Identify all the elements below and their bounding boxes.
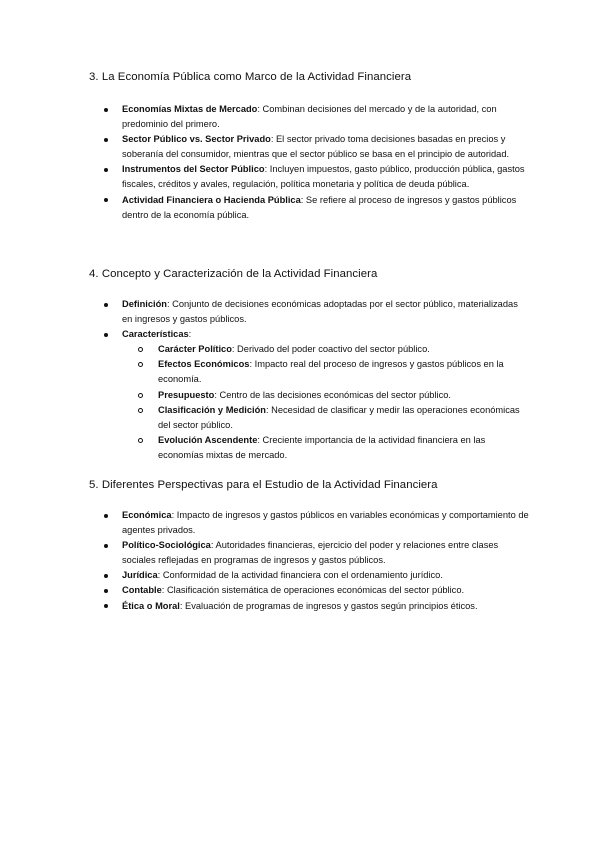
list-item: [89, 583, 529, 598]
list-item: [89, 508, 529, 538]
section-title: 5. Diferentes Perspectivas para el Estudio de la Actividad Financiera: [89, 479, 438, 491]
list-item: [89, 538, 529, 568]
item-text: : Autoridades financieras, ejercicio del poder y relaciones entre clases sociales reflejadas en programas de ingresos y gastos públicos.: [122, 540, 499, 566]
item-term: Instrumentos del Sector Público: [122, 164, 265, 175]
circle-bullet: [138, 362, 143, 367]
bullet-dot: [104, 574, 108, 578]
bullet-list: [89, 297, 529, 463]
item-text: : Centro de las decisiones económicas del sector público.: [214, 389, 451, 400]
circle-bullet: [138, 408, 143, 413]
list-item: [89, 327, 529, 463]
item-text: : Conformidad de la actividad financiera con el ordenamiento jurídico.: [157, 570, 443, 581]
bullet-dot: [104, 108, 108, 112]
list-item: [89, 297, 529, 327]
item-term: Económica: [122, 510, 172, 520]
list-item: [89, 193, 529, 223]
item-term: Evolución Ascendente: [158, 434, 258, 445]
item-term: Clasificación y Medición: [158, 404, 266, 415]
circle-bullet: [138, 438, 143, 443]
item-text: : Se refiere al proceso de ingresos y gastos públicos dentro de la economía pública.: [122, 194, 517, 220]
item-term: Características: [122, 329, 189, 340]
bullet-dot: [104, 168, 108, 172]
list-item: [89, 132, 529, 162]
sub-list-item: [122, 342, 529, 357]
item-term: Presupuesto: [158, 389, 215, 400]
item-text: : Combinan decisiones del mercado y de la autoridad, con predominio del primero.: [122, 104, 497, 130]
list-item: [89, 162, 529, 192]
bullet-dot: [104, 604, 108, 608]
section-5: [89, 478, 529, 614]
circle-bullet: [138, 347, 143, 352]
item-text: : Conjunto de decisiones económicas adoptadas por el sector público, materializadas en ingresos y gastos públicos.: [122, 299, 518, 325]
item-text: : El sector privado toma decisiones basadas en precios y soberanía del consumidor, mientras que el sector público se basa en el principio de autoridad.: [122, 134, 510, 160]
sub-list-item: [122, 388, 529, 403]
bullet-list: [89, 508, 529, 614]
item-text: : Impacto de ingresos y gastos públicos en variables económicas y comportamiento de agentes privados.: [122, 510, 529, 536]
item-text: : Impacto real del proceso de ingresos y gastos públicos en la economía.: [158, 359, 504, 385]
bullet-dot: [104, 544, 108, 548]
sub-list-item: [122, 433, 529, 463]
item-term: Sector Público vs. Sector Privado: [122, 134, 271, 145]
item-text: : Necesidad de clasificar y medir las operaciones económicas del sector público.: [158, 404, 520, 430]
section-3: [89, 70, 529, 223]
list-item: [89, 568, 529, 583]
bullet-dot: [104, 303, 108, 307]
bullet-list: [89, 102, 529, 223]
item-term: Efectos Económicos: [158, 359, 250, 370]
sub-list-item: [122, 403, 529, 433]
item-text: : Derivado del poder coactivo del sector público.: [231, 344, 430, 355]
section-4: [89, 267, 529, 463]
item-text: :: [188, 329, 192, 340]
item-term: Definición: [122, 299, 167, 309]
item-text: : Clasificación sistemática de operaciones económicas del sector público.: [161, 585, 465, 596]
item-term: Político-Sociológica: [122, 540, 211, 551]
bullet-dot: [104, 333, 108, 337]
item-text: : Evaluación de programas de ingresos y gastos según principios éticos.: [179, 600, 478, 611]
bullet-dot: [104, 138, 108, 142]
circle-bullet: [138, 393, 143, 398]
item-term: Actividad Financiera o Hacienda Pública: [122, 194, 301, 205]
item-term: Jurídica: [122, 570, 158, 581]
item-term: Carácter Político: [158, 344, 232, 355]
list-item: [89, 599, 529, 614]
bullet-dot: [104, 514, 108, 518]
item-term: Economías Mixtas de Mercado: [122, 104, 258, 114]
item-text: : Creciente importancia de la actividad financiera en las economías mixtas de mercado.: [158, 434, 486, 460]
list-item: [89, 102, 529, 132]
item-term: Ética o Moral: [122, 600, 180, 611]
section-title: 4. Concepto y Caracterización de la Actividad Financiera: [89, 268, 378, 280]
bullet-dot: [104, 589, 108, 593]
section-title: 3. La Economía Pública como Marco de la Actividad Financiera: [89, 71, 412, 83]
sub-list: [122, 342, 529, 463]
item-term: Contable: [122, 585, 162, 596]
item-text: : Incluyen impuestos, gasto público, producción pública, gastos fiscales, créditos y avales, regulación, política monetaria y política de deuda pública.: [122, 164, 525, 190]
sub-list-item: [122, 357, 529, 387]
bullet-dot: [104, 198, 108, 202]
